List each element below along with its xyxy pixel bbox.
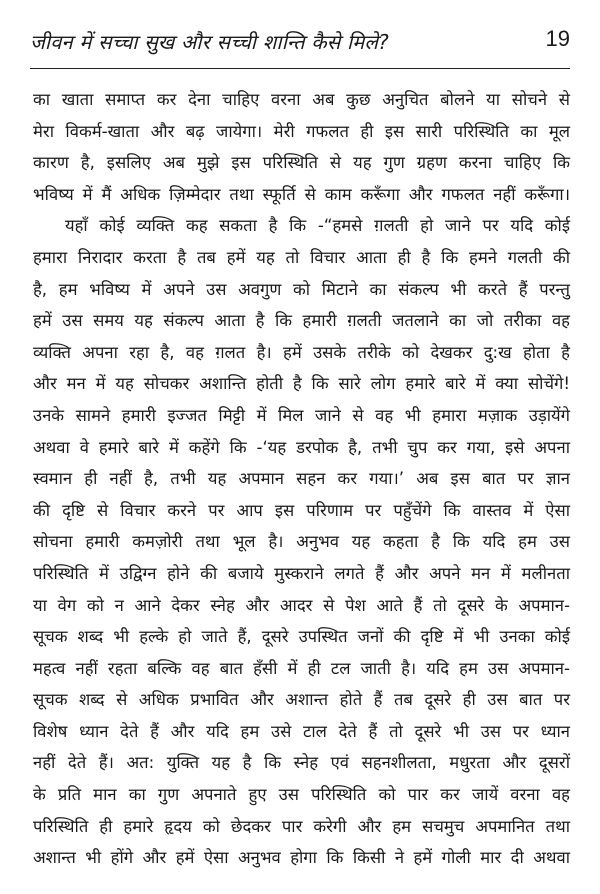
text-line: सूचक शब्द भी हल्के हो जाते हैं, दूसरे उपस्थित जनों की दृष्टि में भी उनका कोई — [33, 627, 570, 647]
text-line: के प्रति मान का गुण अपनाते हुए उस परिस्थिति को पार कर जायें वरना वह — [33, 785, 570, 805]
text-line: या वेग को न आने देकर स्नेह और आदर से पेश आते हैं तो दूसरे के अपमान- — [33, 595, 570, 615]
text-line: अशान्त भी होंगे और हमें ऐसा अनुभव होगा कि किसी ने हमें गोली मार दी अथवा — [33, 848, 570, 868]
text-line-paragraph-start: यहाँ कोई व्यक्ति कह सकता है कि -“हमसे ग़लती हो जाने पर यदि कोई — [65, 216, 570, 236]
text-line: परिस्थिति ही हमारे हृदय को छेदकर पार करेगी और हम सचमुच अपमानित तथा — [33, 816, 570, 836]
text-line: सोचना हमारी कमज़ोरी तथा भूल है। अनुभव यह कहता है कि यदि हम उस — [33, 532, 570, 552]
text-line: सूचक शब्द से अधिक प्रभावित और अशान्त होते हैं तब दूसरे ही उस बात पर — [33, 690, 570, 710]
header-divider — [30, 68, 570, 69]
text-line: स्वमान ही नहीं है, तभी यह अपमान सहन कर गया।’ अब इस बात पर ज्ञान — [33, 469, 570, 489]
text-line: का खाता समाप्त कर देना चाहिए वरना अब कुछ अनुचित बोलने या सोचने से — [33, 90, 570, 109]
body-text — [33, 84, 570, 874]
text-line: नहीं देते हैं। अत: युक्ति यह है कि स्नेह एवं सहनशीलता, मधुरता और दूसरों — [33, 753, 570, 773]
text-line: हमें उस समय यह संकल्प आता है कि हमारी ग़लती जतलाने का जो तरीका वह — [33, 311, 570, 331]
text-line: है, हम भविष्य में अपने उस अवगुण को मिटाने का संकल्प भी करते हैं परन्तु — [33, 279, 570, 299]
text-line: विशेष ध्यान देते हैं और यदि हम उसे टाल देते हैं तो दूसरे भी उस पर ध्यान — [33, 721, 570, 741]
running-header — [30, 24, 570, 64]
text-line: भविष्य में मैं अधिक ज़िम्मेदार तथा स्फूर्ति से काम करूँगा और गफलत नहीं करूँगा। — [33, 184, 570, 204]
text-line: और मन में यह सोचकर अशान्ति होती है कि सारे लोग हमारे बारे में क्या सोचेंगे! — [33, 374, 570, 394]
text-line: मेरा विकर्म-खाता और बढ़ जायेगा। मेरी गफलत ही इस सारी परिस्थिति का मूल — [33, 121, 570, 141]
text-line: उनके सामने हमारी इज्जत मिट्टी में मिल जाने से वह भी हमारा मज़ाक उड़ायेंगे — [33, 405, 570, 425]
text-line: परिस्थिति में उद्विग्न होने की बजाये मुस्कराने लगते हैं और अपने मन में मलीनता — [33, 563, 570, 583]
text-line: अथवा वे हमारे बारे में कहेंगे कि -‘यह डरपोक है, तभी चुप कर गया, इसे अपना — [33, 437, 570, 457]
text-line: कारण है, इसलिए अब मुझे इस परिस्थिति से यह गुण ग्रहण करना चाहिए कि — [33, 153, 570, 173]
running-header-title: जीवन में सच्चा सुख और सच्ची शान्ति कैसे मिले? — [30, 30, 389, 54]
text-line: की दृष्टि से विचार करने पर आप इस परिणाम पर पहुँचेंगे कि वास्तव में ऐसा — [33, 500, 570, 520]
text-line: हमारा निरादार करता है तब हमें यह तो विचार आता ही है कि हमने गलती की — [33, 247, 570, 267]
text-line: महत्व नहीं रहता बल्कि वह बात हँसी में ही टल जाती है। यदि हम उस अपमान- — [33, 658, 570, 678]
page-number: 19 — [545, 26, 570, 51]
text-line: व्यक्ति अपना रहा है, वह ग़लत है। हमें उसके तरीके को देखकर दु:ख होता है — [33, 342, 570, 362]
